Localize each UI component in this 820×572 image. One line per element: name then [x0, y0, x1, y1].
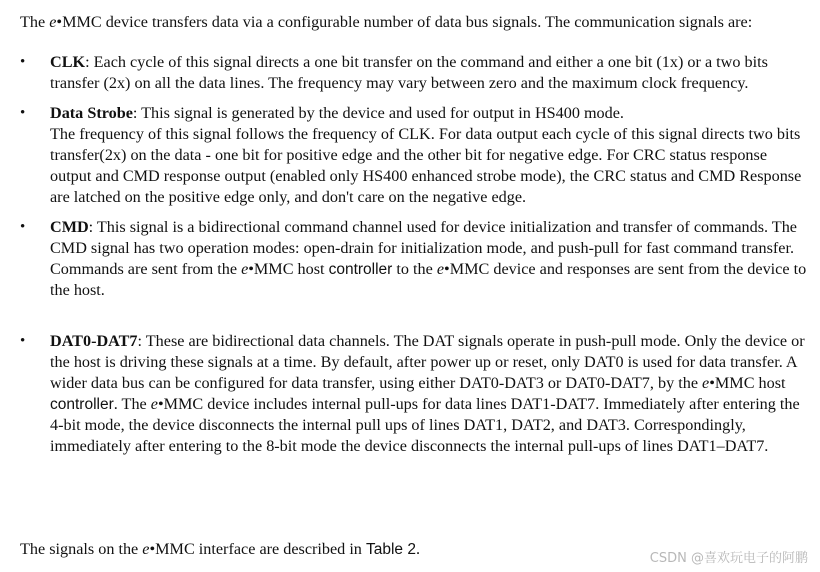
list-item-data-strobe [20, 103, 810, 208]
bullet-icon: • [20, 333, 26, 349]
document-body [20, 12, 810, 457]
cmd-text-3: to the [392, 260, 437, 278]
watermark: CSDN @喜欢玩电子的阿鹏 [649, 551, 808, 566]
cmd-text-2: •MMC host [248, 260, 329, 278]
list-item-clk [20, 52, 810, 94]
intro-e-italic: e [49, 13, 57, 31]
intro-paragraph [20, 12, 810, 33]
cmd-text-4: •MMC device and responses are sent from the device to the host. [50, 260, 807, 299]
signal-list [20, 52, 810, 457]
dat-text-4: •MMC device includes internal pull-ups for data lines DAT1-DAT7. Immediately after entering the 4-bit mode, the device disconnects the internal pull ups of lines DAT1, DAT2, and DAT3. Correspondingly, immediately after entering to the 8-bit mode the device disconnects the internal pull-ups of lines DAT1–DAT7. [50, 395, 800, 455]
dat-text-2: •MMC host [709, 374, 786, 392]
dat-text-3: . The [113, 395, 151, 413]
cmd-e-italic-1: e [241, 260, 249, 278]
footer-prefix: The signals on the [20, 540, 143, 558]
footer-paragraph [20, 539, 420, 560]
term-dat0-dat7: DAT0-DAT7 [50, 332, 138, 350]
bullet-icon: • [20, 54, 26, 70]
dat-e-italic-1: e [702, 374, 710, 392]
term-clk: CLK [50, 53, 86, 71]
bullet-icon: • [20, 219, 26, 235]
bullet-icon: • [20, 105, 26, 121]
cmd-controller-word: controller [328, 261, 393, 278]
term-data-strobe: Data Strobe [50, 104, 133, 122]
clk-description: : Each cycle of this signal directs a one bit transfer on the command and either a one bit (1x) or a two bits transfer (2x) on all the data lines. The frequency may vary between zero and the maximum clock frequency. [50, 53, 768, 92]
footer-e-italic: e [142, 540, 150, 558]
list-item-dat0-dat7 [20, 331, 810, 457]
footer-end: . [415, 540, 420, 558]
cmd-text-1: : This signal is a bidirectional command channel used for device initialization and transfer of commands. The CMD signal has two operation modes: open-drain for initialization mode, and push-pull for fast command transfer. Commands are sent from the [50, 218, 797, 278]
intro-text: •MMC device transfers data via a configurable number of data bus signals. The communication signals are: [56, 13, 753, 31]
intro-prefix: The [20, 13, 50, 31]
dat-controller-word: controller [50, 396, 114, 413]
footer-table-ref: Table 2 [365, 541, 416, 558]
cmd-e-italic-2: e [436, 260, 445, 278]
footer-text: •MMC interface are described in [149, 540, 366, 558]
data-strobe-description: : This signal is generated by the device and used for output in HS400 mode. [132, 104, 624, 122]
dat-e-italic-2: e [150, 395, 158, 413]
list-item-cmd [20, 217, 810, 301]
dat-text-1: : These are bidirectional data channels. The DAT signals operate in push-pull mode. Only the device or the host is driving these signals at a time. By default, after power up or reset, only DAT0 is used for data transfer. A wider data bus can be configured for data transfer, using either DAT0-DAT3 or DAT0-DAT7, by the [50, 332, 805, 392]
data-strobe-description-2: The frequency of this signal follows the frequency of CLK. For data output each cycle of this signal directs two bits transfer(2x) on the data - one bit for positive edge and the other bit for negative edge. For CRC status response output and CMD response output (enabled only HS400 enhanced strobe mode), the CRC status and CMD Response are latched on the positive edge only, and don't care on the negative edge. [50, 125, 802, 206]
data-strobe-line1 [50, 103, 810, 124]
term-cmd: CMD [50, 218, 89, 236]
